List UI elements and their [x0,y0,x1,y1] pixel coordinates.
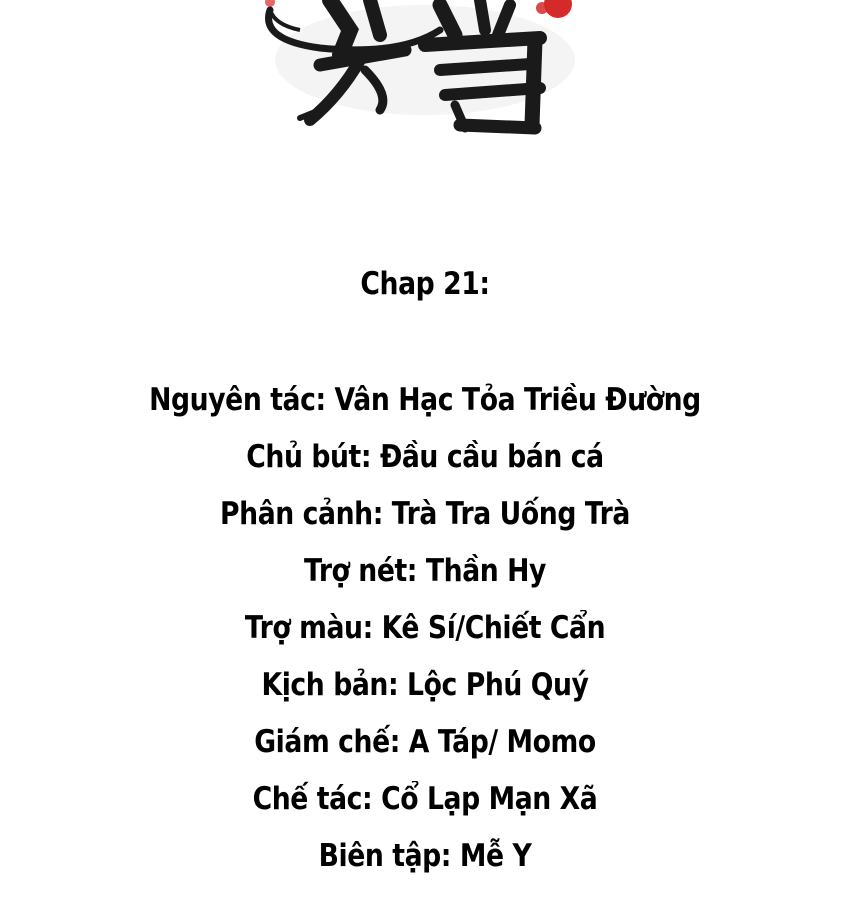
credit-supervisor: Giám chế: A Táp/ Momo [254,724,596,760]
credit-storyboard: Phân cảnh: Trà Tra Uống Trà [220,496,630,532]
credit-lead-artist: Chủ bút: Đầu cầu bán cá [246,439,604,475]
credit-production: Chế tác: Cổ Lạp Mạn Xã [252,781,598,817]
credit-original-author: Nguyên tác: Vân Hạc Tỏa Triều Đường [149,382,701,418]
credit-editor: Biên tập: Mễ Y [318,838,532,874]
credit-color-assistant: Trợ màu: Kê Sí/Chiết Cẩn [244,610,606,646]
calligraphy-title-logo [240,0,620,150]
credit-line-assistant: Trợ nét: Thần Hy [304,553,546,589]
chapter-heading: Chap 21: [360,266,490,302]
credit-script: Kịch bản: Lộc Phú Quý [261,667,589,703]
